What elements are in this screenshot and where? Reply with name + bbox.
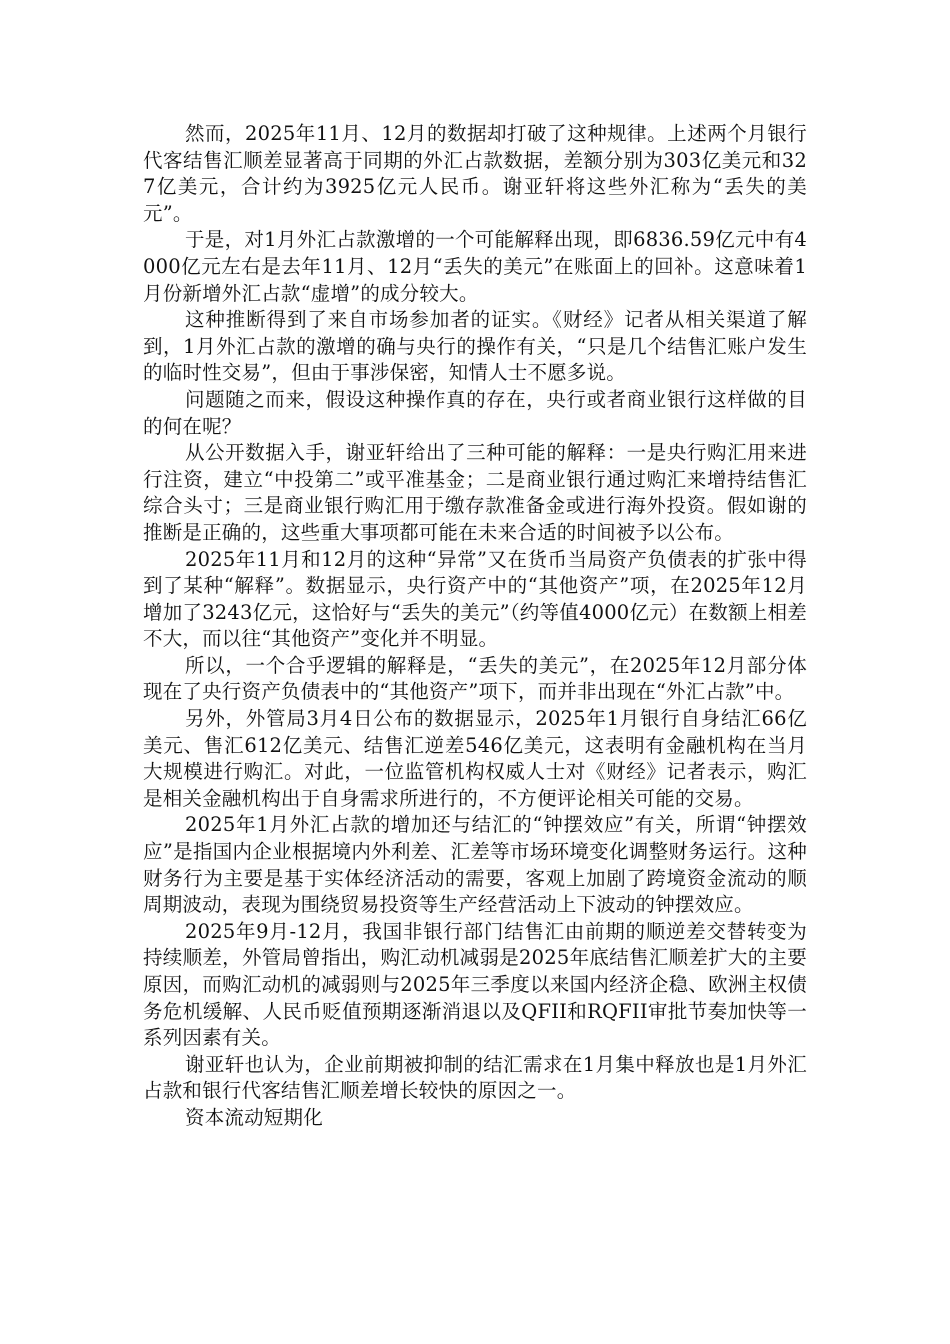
paragraph-1: 然而，2025年11月、12月的数据却打破了这种规律。上述两个月银行代客结售汇顺差显著高于同期的外汇占款数据，差额分别为303亿美元和327亿美元，合计约为3925亿元人民币。谢亚轩将这些外汇称为“丢失的美元”。 [143, 122, 807, 225]
paragraph-4: 问题随之而来，假设这种操作真的存在，央行或者商业银行这样做的目的何在呢？ [143, 387, 807, 438]
paragraph-2: 于是，对1月外汇占款激增的一个可能解释出现，即6836.59亿元中有4000亿元左右是去年11月、12月“丢失的美元”在账面上的回补。这意味着1月份新增外汇占款“虚增”的成分较大。 [143, 228, 807, 305]
paragraph-7: 所以，一个合乎逻辑的解释是，“丢失的美元”，在2025年12月部分体现在了央行资产负债表中的“其他资产”项下，而并非出现在“外汇占款”中。 [143, 653, 807, 704]
paragraph-11: 谢亚轩也认为，企业前期被抑制的结汇需求在1月集中释放也是1月外汇占款和银行代客结售汇顺差增长较快的原因之一。 [143, 1052, 807, 1103]
paragraph-6: 2025年11月和12月的这种“异常”又在货币当局资产负债表的扩张中得到了某种“解释”。数据显示，央行资产中的“其他资产”项，在2025年12月增加了3243亿元，这恰好与“丢失的美元”（约等值4000亿元）在数额上相差不大，而以往“其他资产”变化并不明显。 [143, 547, 807, 651]
paragraph-9: 2025年1月外汇占款的增加还与结汇的“钟摆效应”有关，所谓“钟摆效应”是指国内企业根据境内外利差、汇差等市场环境变化调整财务运行。这种财务行为主要是基于实体经济活动的需要，客观上加剧了跨境资金流动的顺周期波动，表现为围绕贸易投资等生产经营活动上下波动的钟摆效应。 [143, 813, 807, 917]
paragraph-5: 从公开数据入手，谢亚轩给出了三种可能的解释：一是央行购汇用来进行注资，建立“中投第二”或平准基金；二是商业银行通过购汇来增持结售汇综合头寸；三是商业银行购汇用于缴存款准备金或进行海外投资。假如谢的推断是正确的，这些重大事项都可能在未来合适的时间被予以公布。 [143, 441, 807, 544]
paragraph-8: 另外，外管局3月4日公布的数据显示，2025年1月银行自身结汇66亿美元、售汇612亿美元、结售汇逆差546亿美元，这表明有金融机构在当月大规模进行购汇。对此，一位监管机构权威人士对《财经》记者表示，购汇是相关金融机构出于自身需求所进行的，不方便评论相关可能的交易。 [143, 707, 807, 810]
document-body [143, 121, 807, 1132]
paragraph-3: 这种推断得到了来自市场参加者的证实。《财经》记者从相关渠道了解到，1月外汇占款的激增的确与央行的操作有关，“只是几个结售汇账户发生的临时性交易”，但由于事涉保密，知情人士不愿多说。 [143, 308, 807, 385]
paragraph-10: 2025年9月-12月，我国非银行部门结售汇由前期的顺逆差交替转变为持续顺差，外管局曾指出，购汇动机减弱是2025年底结售汇顺差扩大的主要原因，而购汇动机的减弱则与2025年三季度以来国内经济企稳、欧洲主权债务危机缓解、人民币贬值预期逐渐消退以及QFII和RQFII审批节奏加快等一系列因素有关。 [143, 919, 807, 1050]
section-heading: 资本流动短期化 [185, 1105, 323, 1129]
